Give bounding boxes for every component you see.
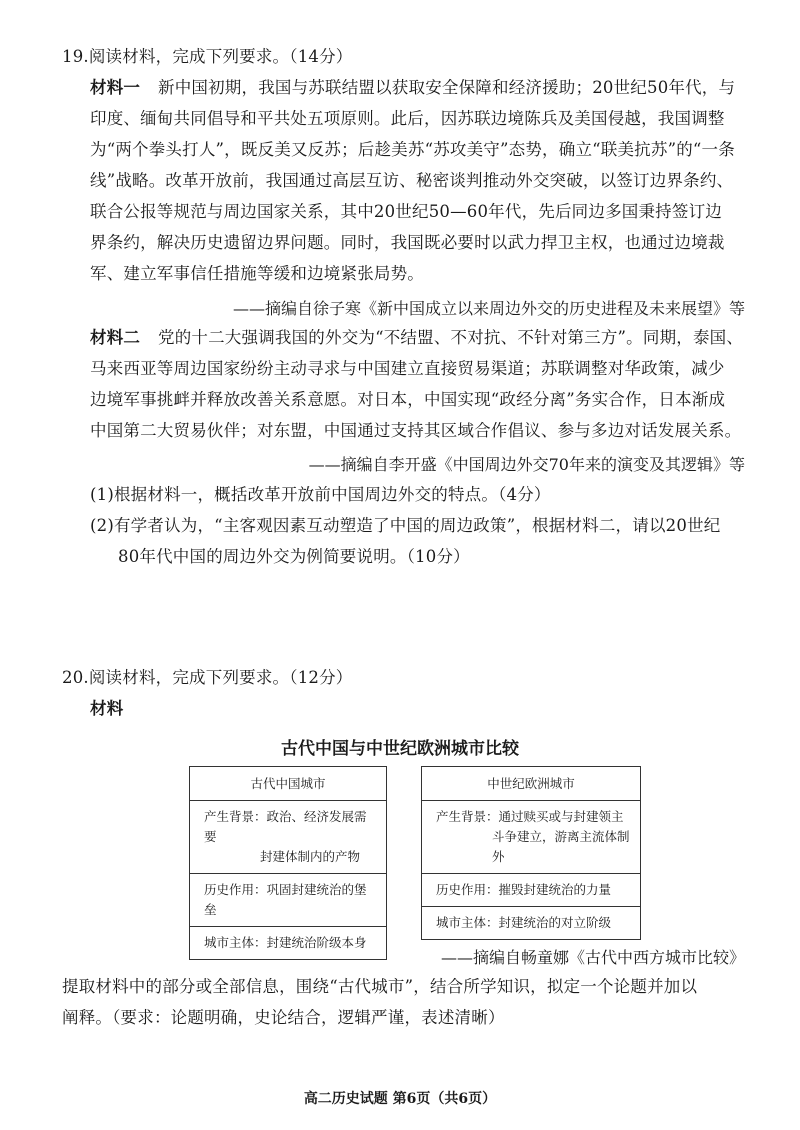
q20-task-cont: 阐释。（要求：论题明确，史论结合，逻辑严谨，表述清晰）	[62, 1008, 505, 1027]
china-role-row	[190, 874, 386, 927]
q19-material1-label: 材料一	[90, 78, 141, 97]
q19-material1-line: 为“两个拳头打人”，既反美又反苏；后趁美苏“苏攻美守”态势，确立“联美抗苏”的“一条	[90, 140, 735, 159]
china-subject-row	[190, 927, 386, 959]
europe-subject-text: 城市主体：封建统治的对立阶级	[436, 915, 612, 930]
q19-subquestion-1: (1)根据材料一，概括改革开放前中国周边外交的特点。（4分）	[90, 485, 551, 504]
europe-subject-row	[422, 907, 640, 939]
china-background-text: 产生背景：政治、经济发展需要	[204, 809, 367, 844]
q19-header: 19.阅读材料，完成下列要求。（14分）	[62, 47, 353, 66]
q19-material1-line: 军、建立军事信任措施等缓和边境紧张局势。	[90, 264, 424, 283]
q20-header: 20.阅读材料，完成下列要求。（12分）	[62, 668, 353, 687]
q20-material-label: 材料	[90, 699, 124, 718]
china-background-text-cont: 封建体制内的产物	[260, 849, 361, 864]
europe-background-text: 产生背景：通过赎买或与封建领主	[436, 809, 624, 824]
medieval-europe-city-box	[421, 766, 641, 940]
q20-material-source: ——摘编自畅童娜《古代中西方城市比较》	[440, 948, 745, 967]
q19-material2-line: 党的十二大强调我国的外交为“不结盟、不对抗、不针对第三方”。同期，泰国、	[158, 328, 744, 347]
q20-task: 提取材料中的部分或全部信息，围绕“古代城市”，结合所学知识，拟定一个论题并加以	[62, 977, 698, 996]
q19-material1-line: 新中国初期，我国与苏联结盟以获取安全保障和经济援助；20世纪50年代，与	[158, 78, 736, 97]
ancient-china-city-heading: 古代中国城市	[190, 767, 386, 801]
comparison-table-title: 古代中国与中世纪欧洲城市比较	[281, 739, 519, 759]
china-background-row	[190, 801, 386, 874]
europe-background-row	[422, 801, 640, 874]
q19-material2-label: 材料二	[90, 328, 141, 347]
q19-material1-line: 界条约，解决历史遗留边界问题。同时，我国既必要时以武力捍卫主权，也通过边境裁	[90, 233, 725, 252]
q19-material1-line: 联合公报等规范与周边国家关系，其中20世纪50—60年代，先后同边多国秉持签订边	[90, 202, 722, 221]
europe-role-row	[422, 874, 640, 907]
q19-material2-line: 边境军事挑衅并释放改善关系意愿。对日本，中国实现“政经分离”务实合作，日本渐成	[90, 390, 726, 409]
page-footer: 高二历史试题 第6页（共6页）	[303, 1091, 497, 1107]
ancient-china-city-box	[189, 766, 387, 960]
china-role-text: 历史作用：巩固封建统治的堡垒	[204, 882, 367, 917]
q19-material1-line: 线”战略。改革开放前，我国通过高层互访、秘密谈判推动外交突破，以签订边界条约、	[90, 171, 734, 190]
q19-material1-line: 印度、缅甸共同倡导和平共处五项原则。此后，因苏联边境陈兵及美国侵越，我国调整	[90, 109, 725, 128]
q19-subquestion-2-cont: 80年代中国的周边外交为例简要说明。（10分）	[118, 547, 470, 566]
q19-material2-line: 中国第二大贸易伙伴；对东盟，中国通过支持其区域合作倡议、参与多边对话发展关系。	[90, 421, 742, 440]
china-subject-text: 城市主体：封建统治阶级本身	[204, 935, 367, 950]
europe-role-text: 历史作用：摧毁封建统治的力量	[436, 882, 612, 897]
europe-background-text-cont: 斗争建立，游离主流体制外	[492, 829, 630, 864]
q19-subquestion-2: (2)有学者认为，“主客观因素互动塑造了中国的周边政策”，根据材料二，请以20世纪	[90, 516, 721, 535]
q19-material2-source: ——摘编自李开盛《中国周边外交70年来的演变及其逻辑》等	[308, 455, 745, 474]
medieval-europe-city-heading: 中世纪欧洲城市	[422, 767, 640, 801]
q19-material1-source: ——摘编自徐子寒《新中国成立以来周边外交的历史进程及未来展望》等	[232, 299, 745, 318]
q19-material2-line: 马来西亚等周边国家纷纷主动寻求与中国建立直接贸易渠道；苏联调整对华政策，减少	[90, 359, 725, 378]
